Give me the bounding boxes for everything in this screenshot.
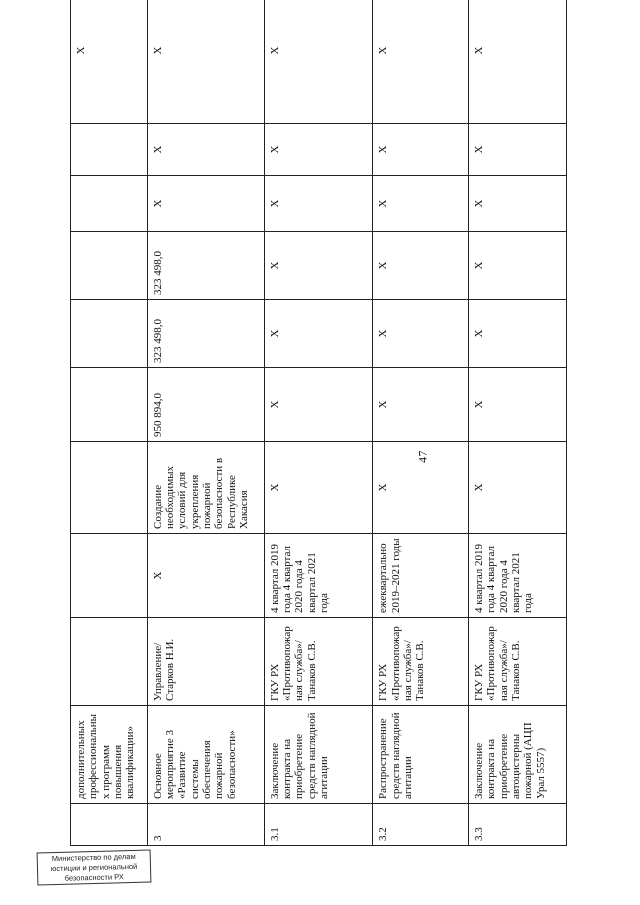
rotated-table-wrapper — [70, 46, 567, 846]
cell-result: Х — [469, 442, 567, 534]
cell-c8: Х — [147, 176, 264, 232]
cell-deadline: Х — [147, 534, 264, 618]
cell-num: 3.1 — [264, 804, 373, 846]
cell-y2019: Х — [264, 300, 373, 368]
table-row — [147, 0, 264, 846]
cell-y2020: Х — [373, 232, 469, 300]
table-row — [373, 0, 469, 846]
cell-deadline: 4 квартал 2019 года 4 квартал 2020 года 4 квартал 2021 года — [469, 534, 567, 618]
cell-num: 3.2 — [373, 804, 469, 846]
cell-y2019 — [71, 300, 148, 368]
cell-c8 — [71, 176, 148, 232]
cell-total: 950 894,0 — [147, 368, 264, 442]
cell-total: Х — [264, 368, 373, 442]
cell-deadline — [71, 534, 148, 618]
cell-responsible: Управление/ Старков Н.И. — [147, 618, 264, 706]
page-number: 47 — [415, 450, 430, 463]
cell-name: Основное мероприятие 3 «Развитие системы обеспечения пожарной безопасности» — [147, 706, 264, 804]
cell-c9: Х — [147, 124, 264, 176]
cell-c10: Х — [373, 0, 469, 124]
cell-c10: Х — [469, 0, 567, 124]
cell-responsible: ГКУ РХ «Противопожарная служба»/ Танаков С.В. — [264, 618, 373, 706]
cell-y2020: Х — [469, 232, 567, 300]
cell-y2019: 323 498,0 — [147, 300, 264, 368]
cell-c8: Х — [469, 176, 567, 232]
cell-c10: Х — [264, 0, 373, 124]
cell-c9: Х — [469, 124, 567, 176]
cell-c8: Х — [373, 176, 469, 232]
table-row — [469, 0, 567, 846]
cell-deadline: ежеквартально 2019–2021 годы — [373, 534, 469, 618]
cell-deadline: 4 квартал 2019 года 4 квартал 2020 года 4 квартал 2021 года — [264, 534, 373, 618]
cell-y2019: Х — [469, 300, 567, 368]
cell-name: дополнительных профессиональных программ повышения квалификации» — [71, 706, 148, 804]
cell-name: Заключение контракта на приобретение автоцистерны пожарной (АЦП Урал 5557) — [469, 706, 567, 804]
cell-c10: Х — [71, 0, 148, 124]
cell-total — [71, 368, 148, 442]
cell-y2020: Х — [264, 232, 373, 300]
cell-num — [71, 804, 148, 846]
cell-result: Создание необходимых условий для укрепления пожарной безопасности в Республике Хакасия — [147, 442, 264, 534]
cell-y2020 — [71, 232, 148, 300]
table-row — [264, 0, 373, 846]
cell-y2019: Х — [373, 300, 469, 368]
cell-responsible: ГКУ РХ «Противопожарная служба»/ Танаков С.В. — [469, 618, 567, 706]
cell-total: Х — [373, 368, 469, 442]
cell-c10: Х — [147, 0, 264, 124]
cell-result: Х — [264, 442, 373, 534]
cell-c9: Х — [264, 124, 373, 176]
cell-name: Распространение средств наглядной агитации — [373, 706, 469, 804]
cell-c8: Х — [264, 176, 373, 232]
cell-c9: Х — [373, 124, 469, 176]
table-row — [71, 0, 148, 846]
cell-num: 3 — [147, 804, 264, 846]
cell-name: Заключение контракта на приобретение средств наглядной агитации — [264, 706, 373, 804]
cell-num: 3.3 — [469, 804, 567, 846]
cell-responsible: ГКУ РХ «Противопожарная служба»/ Танаков С.В. — [373, 618, 469, 706]
cell-c9 — [71, 124, 148, 176]
cell-total: Х — [469, 368, 567, 442]
cell-responsible — [71, 618, 148, 706]
cell-result: Х — [373, 442, 469, 534]
cell-y2020: 323 498,0 — [147, 232, 264, 300]
ministry-stamp: Министерство по делам юстиции и региональной безопасности РХ — [37, 850, 152, 886]
activities-table — [70, 0, 567, 846]
cell-result — [71, 442, 148, 534]
